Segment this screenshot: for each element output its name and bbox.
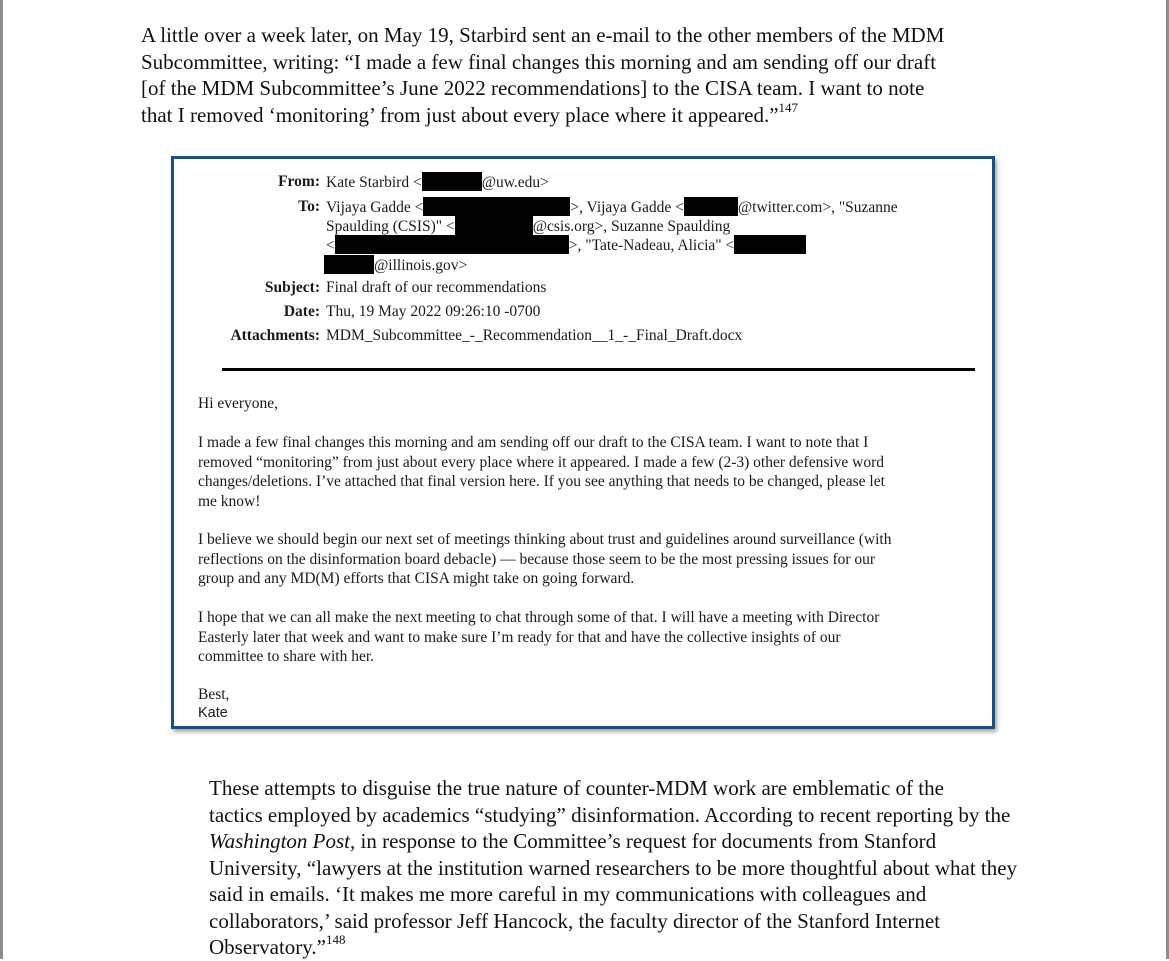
email-line: Easterly later that week and want to make sure I’m ready for that and have the collective insights of our: [198, 628, 841, 646]
email-line: group and any MD(M) efforts that CISA might take on going forward.: [198, 570, 635, 587]
to-value-line3: [326, 235, 806, 256]
email-signature: Kate: [198, 705, 228, 721]
page-edge-left: [0, 0, 3, 959]
email-closing: Best,: [198, 686, 230, 703]
to-value-line4: [324, 255, 467, 276]
date-label: Date:: [283, 303, 320, 320]
outro-line: [141, 828, 1031, 855]
from-value: [326, 172, 549, 193]
redaction-bar: [422, 172, 482, 191]
redaction-bar: [324, 255, 374, 274]
redaction-bar: [734, 235, 806, 254]
intro-line: Subcommittee, writing: “I made a few final changes this morning and am sending off our draft: [141, 49, 937, 74]
outro-line-text: , in response to the Committee’s request for documents from Stanford: [350, 829, 937, 853]
date-value: Thu, 19 May 2022 09:26:10 -0700: [326, 303, 541, 320]
email-line: changes/deletions. I’ve attached that final version here. If you see anything that needs to be changed, please let: [198, 473, 885, 490]
email-exhibit: [171, 156, 995, 729]
to-recipient-text: @illinois.gov>: [374, 257, 468, 274]
outro-line: tactics employed by academics “studying” disinformation. According to recent reporting by the: [209, 802, 1011, 827]
redaction-bar: [684, 197, 738, 216]
to-label: To:: [298, 198, 320, 215]
intro-line: A little over a week later, on May 19, Starbird sent an e-mail to the other members of the MDM: [141, 23, 945, 47]
from-name: Kate Starbird <: [326, 174, 422, 191]
header-divider: [222, 368, 975, 371]
footnote-ref-147: 147: [778, 99, 799, 115]
email-line: I made a few final changes this morning and am sending off our draft to the CISA team. I want to note that I: [198, 434, 869, 451]
outro-line: said in emails. ‘It makes me more careful in my communications with colleagues and: [209, 882, 927, 906]
attachments-label: Attachments:: [230, 327, 320, 344]
email-line: I believe we should begin our next set of meetings thinking about trust and guidelines around surveillance (with: [198, 531, 892, 548]
email-header: [174, 159, 992, 359]
redaction-bar: [335, 235, 569, 254]
email-paragraph-2: [198, 530, 976, 589]
email-paragraph-1: [198, 433, 976, 511]
email-line: reflections on the disinformation board debacle) — because those seem to be the most pressing issues for our: [198, 550, 876, 568]
subject-label: Subject:: [264, 279, 320, 296]
intro-line-text: that I removed ‘monitoring’ from just about every place where it appeared.”: [141, 102, 779, 127]
subject-value: Final draft of our recommendations: [326, 279, 547, 296]
redaction-bar: [455, 216, 533, 235]
to-recipient-text: >, Vijaya Gadde <: [570, 199, 684, 216]
email-paragraph-3: [198, 608, 976, 667]
to-recipient-text: <: [326, 237, 335, 254]
outro-line: [141, 934, 1031, 961]
outro-line-text: Observatory.”: [209, 935, 327, 959]
outro-paragraph: [141, 775, 1031, 961]
footnote-ref-148: 148: [326, 932, 346, 947]
email-line: me know!: [198, 492, 261, 510]
outro-line: University, “lawyers at the institution warned researchers to be more thoughtful about what they: [209, 855, 1018, 880]
email-greeting: Hi everyone,: [198, 395, 279, 412]
to-value-line1: [326, 197, 898, 218]
email-line: committee to share with her.: [198, 648, 375, 665]
from-label: From:: [278, 173, 320, 190]
email-line: I hope that we can all make the next meeting to chat through some of that. I will have a meeting with Director: [198, 609, 880, 626]
intro-line: [of the MDM Subcommittee’s June 2022 recommendations] to the CISA team. I want to note: [141, 76, 925, 100]
to-recipient-text: @csis.org>, Suzanne Spaulding: [532, 218, 731, 235]
redaction-bar: [423, 197, 570, 216]
intro-paragraph: [141, 22, 1031, 128]
outro-line: These attempts to disguise the true nature of counter-MDM work are emblematic of the: [209, 776, 944, 800]
to-recipient-text: Vijaya Gadde <: [326, 199, 424, 216]
outro-line: collaborators,’ said professor Jeff Hancock, the faculty director of the Stanford Internet: [209, 908, 941, 933]
intro-line: [141, 99, 1031, 129]
attachment-filename: MDM_Subcommittee_-_Recommendation__1_-_Final_Draft.docx: [326, 327, 743, 344]
to-recipient-text: Spaulding (CSIS)" <: [326, 218, 455, 235]
from-domain: @uw.edu>: [481, 174, 549, 191]
to-recipient-text: @twitter.com>, "Suzanne: [737, 199, 898, 216]
email-line: removed “monitoring” from just about every place where it appeared. I made a few (2-3) other defensive word: [198, 453, 885, 471]
publication-name: Washington Post: [209, 829, 350, 853]
to-value-line2: [326, 216, 730, 237]
to-recipient-text: >, "Tate-Nadeau, Alicia" <: [568, 237, 735, 254]
